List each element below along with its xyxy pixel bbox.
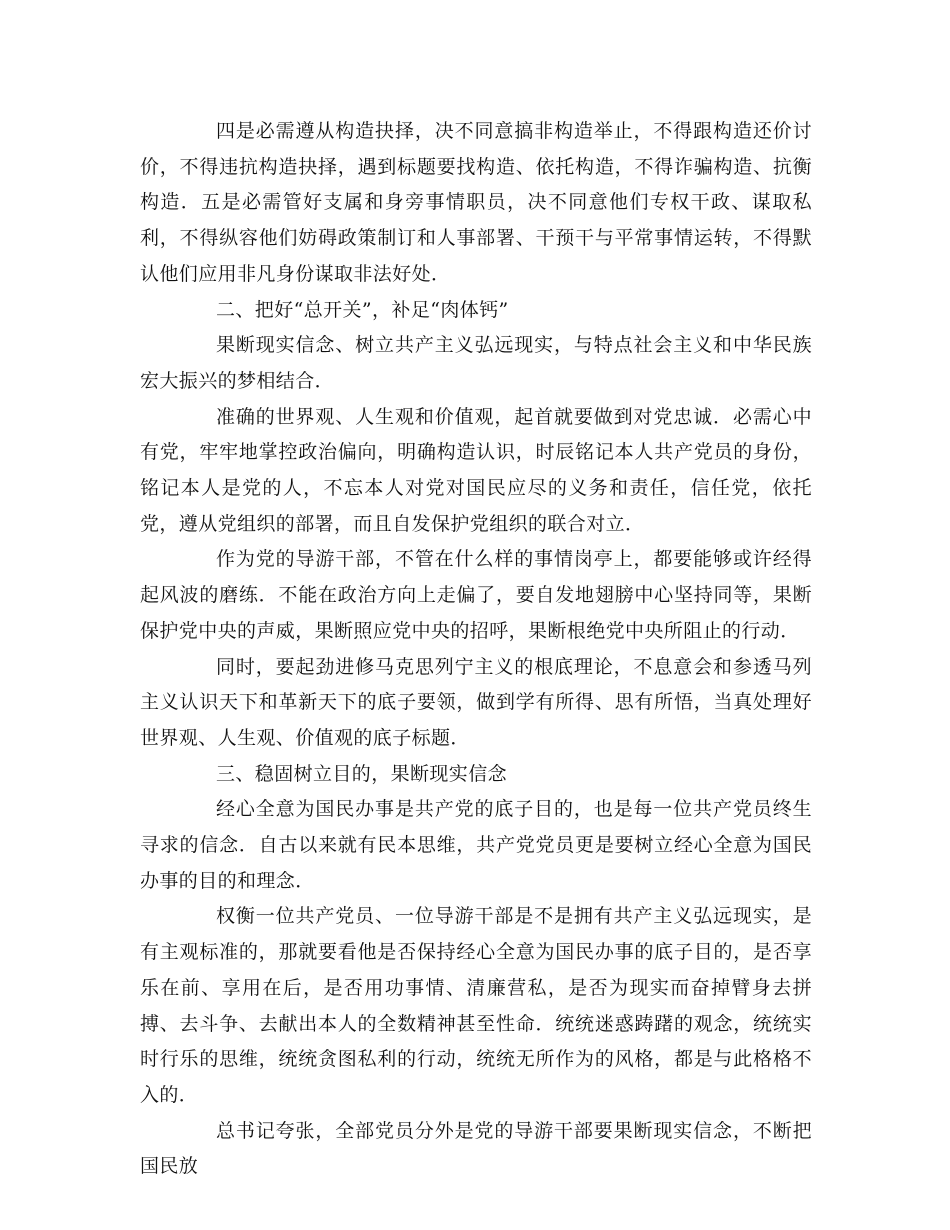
paragraph-obey-organization: 四是必需遵从构造抉择，决不同意搞非构造举止，不得跟构造还价讨价，不得违抗构造抉择，遇到标题要找构造、依托构造，不得诈骗构造、抗衡构造．五是必需管好支属和身旁事情职员，决不同意他们专权干政、谋取私利，不得纵容他们妨碍政策制订和人事部署、干预干与平常事情运转，不得默认他们应用非凡身份谋取非法好处．: [140, 120, 812, 285]
paragraph-loyalty: 准确的世界观、人生观和价值观，起首就要做到对党忠诚．必需心中有党，牢牢地掌控政治偏向，明确构造认识，时辰铭记本人共产党员的身份，铭记本人是党的人，不忘本人对党对国民应尽的义务和责任，信任党，依托党，遵从党组织的部署，而且自发保护党组织的联合对立．: [140, 405, 812, 535]
document-body: [140, 114, 812, 1185]
paragraph-study-theory: 同时，要起劲进修马克思列宁主义的根底理论，不息意会和参透马列主义认识天下和革新天下的底子要领，做到学有所得、思有所悟，当真处理好世界观、人生观、价值观的底子标题．: [140, 655, 812, 749]
paragraph-general-secretary: 总书记夸张，全部党员分外是党的导游干部要果断现实信念，不断把国民放: [140, 1119, 812, 1178]
section-heading-three: 三、稳固树立目的，果断现实信念: [216, 762, 508, 785]
section-heading-two: 二、把好“总开关”，补足“肉体钙”: [216, 298, 509, 321]
paragraph-firm-belief: 果断现实信念、树立共产主义弘远现实，与特点社会主义和中华民族宏大振兴的梦相结合．: [140, 334, 812, 392]
paragraph-leader-test: 作为党的导游干部，不管在什么样的事情岗亭上，都要能够或许经得起风波的磨练．不能在政治方向上走偏了，要自发地翅膀中心坚持同等，果断保护党中央的声威，果断照应党中央的招呼，果断根绝党中央所阻止的行动．: [140, 548, 812, 642]
paragraph-serve-people: 经心全意为国民办事是共产党的底子目的，也是每一位共产党员终生寻求的信念．自古以来就有民本思维，共产党党员更是要树立经心全意为国民办事的目的和理念．: [140, 798, 812, 892]
paragraph-measure-standard: 权衡一位共产党员、一位导游干部是不是拥有共产主义弘远现实，是有主观标准的，那就要看他是否保持经心全意为国民办事的底子目的，是否享乐在前、享用在后，是否用功事情、清廉营私，是否为现实而奋掉臂身去拼搏、去斗争、去献出本人的全数精神甚至性命．统统迷惑踌躇的观念，统统实时行乐的思维，统统贪图私利的行动，统统无所作为的风格，都是与此格格不入的．: [140, 905, 812, 1106]
